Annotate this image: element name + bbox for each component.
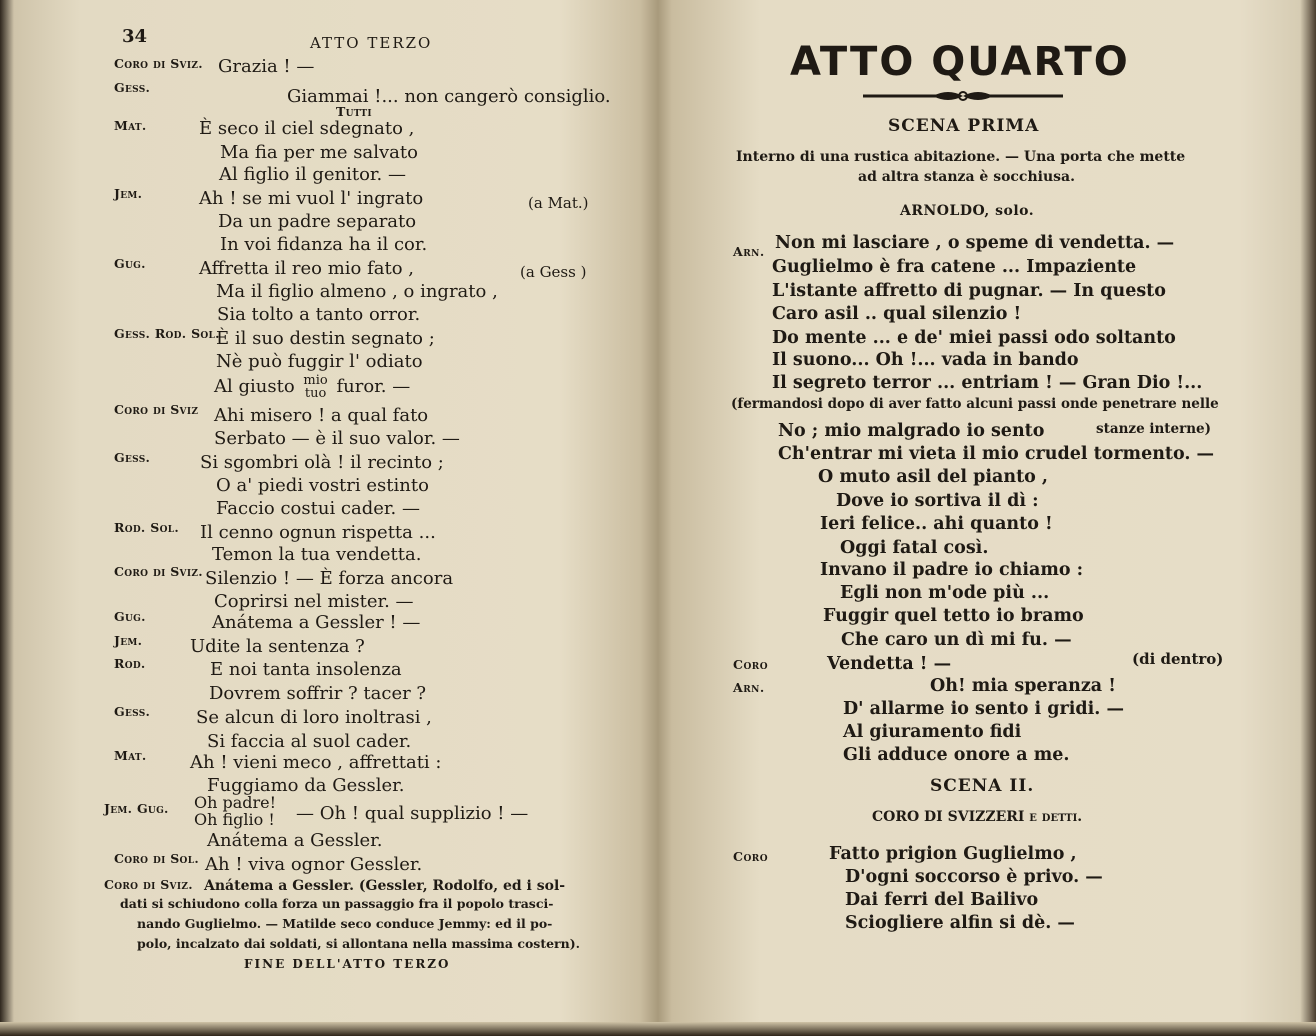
jem-gug-line2: Oh figlio ! bbox=[194, 810, 275, 829]
verse-line: Serbato — è il suo valor. — bbox=[214, 428, 460, 449]
verse-line: Silenzio ! — È forza ancora bbox=[205, 568, 454, 589]
verse-line: Ieri felice.. ahi quanto ! bbox=[820, 514, 1053, 534]
setting-line-2: ad altra stanza è socchiusa. bbox=[858, 169, 1075, 185]
verse-line: O a' piedi vostri estinto bbox=[216, 475, 429, 496]
verse-line: Si faccia al suol cader. bbox=[207, 731, 412, 752]
verse-line: Udite la sentenza ? bbox=[190, 636, 365, 657]
final-direction-3: nando Guglielmo. — Matilde seco conduce Jemmy: ed il po- bbox=[137, 916, 553, 931]
verse-line: Al figlio il genitor. — bbox=[219, 164, 406, 185]
speaker-label: Arn. bbox=[733, 680, 765, 695]
aside-a-gess: (a Gess ) bbox=[520, 263, 587, 281]
verse-line: Fuggiamo da Gessler. bbox=[207, 775, 405, 796]
speaker-coro-sviz-final: Coro di Sviz. bbox=[104, 877, 193, 892]
speaker-label: Jem. bbox=[114, 633, 143, 648]
speaker-label: Gess. bbox=[114, 80, 151, 95]
verse-line: Anátema a Gessler. bbox=[207, 830, 383, 851]
verse-line: Guglielmo è fra catene ... Impaziente bbox=[772, 257, 1137, 277]
character-arnoldo: ARNOLDO, solo. bbox=[900, 203, 1035, 219]
setting-line-1: Interno di una rustica abitazione. — Una porta che mette bbox=[736, 149, 1186, 165]
speaker-label: Rod. bbox=[114, 656, 146, 671]
speaker-label: Mat. bbox=[114, 748, 147, 763]
verse-line: Gli adduce onore a me. bbox=[843, 745, 1070, 765]
speaker-label: Gess. Rod. Sol. bbox=[114, 326, 220, 341]
verse-line: Fuggir quel tetto io bramo bbox=[823, 606, 1084, 626]
character-coro-svizzeri: CORO DI SVIZZERI e detti. bbox=[872, 809, 1083, 825]
verse-line: Ah ! viva ognor Gessler. bbox=[205, 854, 423, 875]
book-bottom-edge bbox=[0, 1022, 1316, 1036]
verse-line: Fatto prigion Guglielmo , bbox=[829, 844, 1077, 864]
final-direction-2: dati si schiudono colla forza un passaggio fra il popolo trasci- bbox=[120, 896, 554, 911]
scene-prima: SCENA PRIMA bbox=[888, 116, 1040, 136]
verse-line: Vendetta ! — bbox=[827, 654, 952, 674]
speaker-label: Rod. Sol. bbox=[114, 520, 179, 535]
scena-ii: SCENA II. bbox=[930, 776, 1035, 796]
speaker-label: Jem. bbox=[114, 186, 143, 201]
verse-line: Oggi fatal così. bbox=[840, 538, 989, 558]
verse-line: Do mente ... e de' miei passi odo soltanto bbox=[772, 328, 1176, 348]
fine-atto: FINE DELL'ATTO TERZO bbox=[244, 957, 451, 971]
verse-line: E noi tanta insolenza bbox=[210, 659, 402, 680]
speaker-label: Mat. bbox=[114, 118, 147, 133]
verse-line: Da un padre separato bbox=[218, 211, 417, 232]
act-title: ATTO QUARTO bbox=[790, 39, 1130, 85]
verse-line: Grazia ! — bbox=[218, 56, 315, 77]
speaker-label: Gug. bbox=[114, 256, 146, 271]
verse-line: Il suono... Oh !... vada in bando bbox=[772, 350, 1079, 370]
furor-post: furor. — bbox=[336, 376, 411, 397]
verse-line: Anátema a Gessler ! — bbox=[212, 612, 421, 633]
verse-line: Faccio costui cader. — bbox=[216, 498, 420, 519]
speaker-label: Coro di Sviz. bbox=[114, 56, 203, 71]
final-direction-4: polo, incalzato dai soldati, si allontana nella massima costern). bbox=[137, 936, 580, 951]
jem-gug-line1: Oh padre! bbox=[194, 793, 277, 812]
verse-line: Che caro un dì mi fu. — bbox=[841, 630, 1072, 650]
stage-direction-di-dentro: (di dentro) bbox=[1132, 650, 1224, 668]
page-number: 34 bbox=[122, 26, 148, 47]
verse-line: Invano il padre io chiamo : bbox=[820, 560, 1084, 580]
verse-line: È il suo destin segnato ; bbox=[216, 328, 435, 349]
jem-gug-post: — Oh ! qual supplizio ! — bbox=[296, 803, 529, 824]
verse-line: Il segreto terror ... entriam ! — Gran Dio !... bbox=[772, 373, 1203, 393]
verse-line: Al giuramento fidi bbox=[843, 722, 1022, 742]
speaker-label: Coro bbox=[733, 657, 769, 672]
verse-line: Il cenno ognun rispetta ... bbox=[200, 522, 436, 543]
stage-direction-2: stanze interne) bbox=[1096, 421, 1212, 437]
furor-line bbox=[214, 374, 410, 400]
verse-line: Nè può fuggir l' odiato bbox=[216, 351, 423, 372]
verse-line: D'ogni soccorso è privo. — bbox=[845, 867, 1103, 887]
verse-line: Oh! mia speranza ! bbox=[930, 676, 1116, 696]
speaker-label: Gess. bbox=[114, 450, 151, 465]
verse-line: Se alcun di loro inoltrasi , bbox=[196, 707, 432, 728]
speaker-label: Gug. bbox=[114, 609, 146, 624]
verse-line: Sciogliere alfin si dè. — bbox=[845, 913, 1075, 933]
verse-line: Temon la tua vendetta. bbox=[212, 544, 422, 565]
verse-line: Ah ! se mi vuol l' ingrato bbox=[199, 188, 424, 209]
final-direction-1: Anátema a Gessler. (Gessler, Rodolfo, ed i sol- bbox=[204, 878, 566, 894]
verse-line: Ch'entrar mi vieta il mio crudel tormento. — bbox=[778, 444, 1215, 464]
running-head: ATTO TERZO bbox=[310, 34, 433, 52]
verse-line: Dai ferri del Bailivo bbox=[845, 890, 1039, 910]
verse-line: Dove io sortiva il dì : bbox=[836, 491, 1039, 511]
verse-line: Non mi lasciare , o speme di vendetta. — bbox=[775, 233, 1175, 253]
aside-a-mat: (a Mat.) bbox=[528, 194, 589, 212]
speaker-label: Gess. bbox=[114, 704, 151, 719]
verse-line: Tutti bbox=[336, 104, 372, 119]
verse-line: Si sgombri olà ! il recinto ; bbox=[200, 452, 444, 473]
speaker-label: Coro di Sviz bbox=[114, 402, 199, 417]
furor-bottom: tuo bbox=[304, 386, 327, 401]
verse-line: No ; mio malgrado io sento bbox=[778, 421, 1045, 441]
verse-line: Ma fia per me salvato bbox=[220, 142, 418, 163]
furor-top: mio bbox=[303, 373, 328, 388]
verse-line: Affretta il reo mio fato , bbox=[199, 258, 414, 279]
stage-direction-1: (fermandosi dopo di aver fatto alcuni passi onde penetrare nelle bbox=[731, 396, 1219, 412]
verse-line: In voi fidanza ha il cor. bbox=[220, 234, 428, 255]
furor-pre: Al giusto bbox=[214, 376, 295, 397]
speaker-jem-gug: Jem. Gug. bbox=[104, 801, 169, 816]
verse-line: Ahi misero ! a qual fato bbox=[214, 405, 429, 426]
verse-line: Sia tolto a tanto orror. bbox=[217, 304, 421, 325]
verse-line: Ah ! vieni meco , affrettati : bbox=[190, 752, 442, 773]
verse-line: O muto asil del pianto , bbox=[818, 467, 1049, 487]
speaker-label: Coro di Sviz. bbox=[114, 564, 203, 579]
speaker-label: Coro di Sol. bbox=[114, 851, 199, 866]
jem-gug-choice bbox=[194, 794, 276, 828]
verse-line: È seco il ciel sdegnato , bbox=[199, 118, 415, 139]
verse-line: Coprirsi nel mister. — bbox=[214, 591, 414, 612]
speaker-label: Coro bbox=[733, 849, 769, 864]
verse-line: Ma il figlio almeno , o ingrato , bbox=[216, 281, 498, 302]
verse-line: Giammai !... non cangerò consiglio. bbox=[287, 86, 611, 107]
verse-line: Egli non m'ode più ... bbox=[840, 583, 1050, 603]
verse-line: D' allarme io sento i gridi. — bbox=[843, 699, 1124, 719]
furor-choice bbox=[303, 374, 327, 400]
speaker-label: Arn. bbox=[733, 244, 765, 259]
verse-line: Caro asil .. qual silenzio ! bbox=[772, 304, 1022, 324]
ornament-rule bbox=[863, 88, 1063, 104]
verse-line: Dovrem soffrir ? tacer ? bbox=[209, 683, 427, 704]
verse-line: L'istante affretto di pugnar. — In questo bbox=[772, 281, 1166, 301]
